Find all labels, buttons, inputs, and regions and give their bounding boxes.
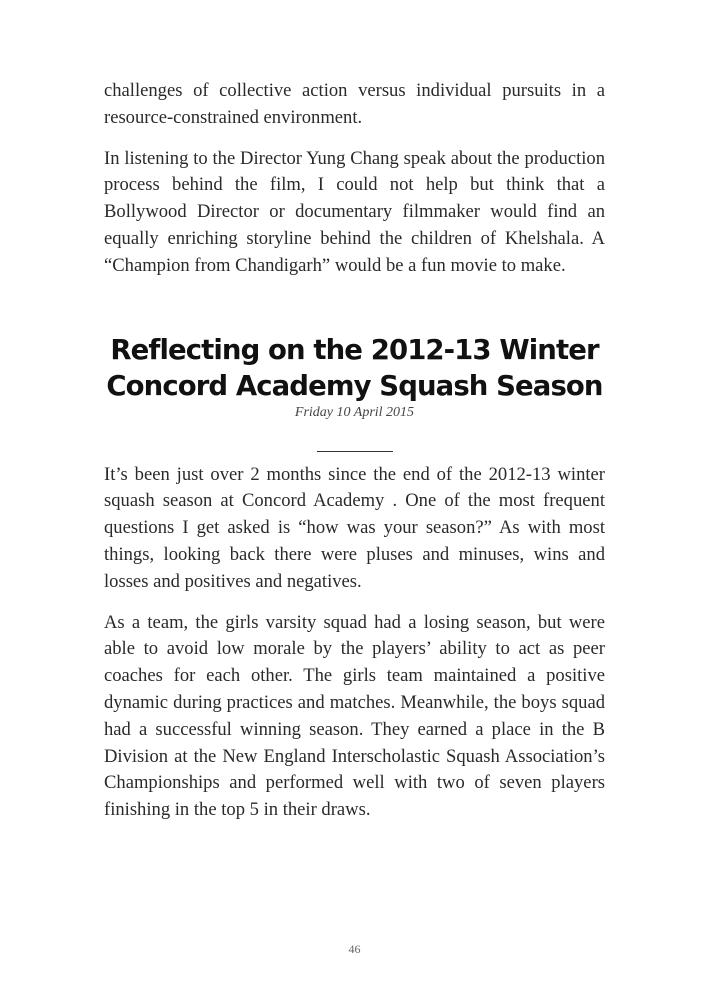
article-body (104, 462, 605, 824)
article-paragraph-1: It’s been just over 2 months since the end of the 2012-13 winter squash season at Concord Academy . One of the most frequent questions I get asked is “how was your season?” As with most things, looking back there were pluses and minuses, wins and losses and positives and negatives. (104, 463, 605, 592)
article-date: Friday 10 April 2015 (294, 404, 415, 420)
intro-paragraph-1: challenges of collective action versus individual pursuits in a resource-constrained environment. (104, 80, 605, 128)
page-number: 46 (348, 942, 361, 956)
intro-section (104, 78, 605, 280)
title-divider (317, 451, 393, 452)
page-content (104, 78, 605, 824)
intro-paragraph-2: In listening to the Director Yung Chang speak about the production process behind the film, I could not help but think that a Bollywood Director or documentary filmmaker would find an equally enriching storyline behind the children of Khelshala. A “Champion from Chandigarh” would be a fun movie to make. (104, 147, 605, 276)
article-paragraph-2: As a team, the girls varsity squad had a losing season, but were able to avoid low morale by the players’ ability to act as peer coaches for each other. The girls team maintained a positive dynamic during practices and matches. Meanwhile, the boys squad had a successful winning season. They earned a place in the B Division at the New England Interscholastic Squash Association’s Championships and performed well with two of seven players finishing in the top 5 in their draws. (104, 611, 605, 821)
article-title: Reflecting on the 2012-13 Winter Concord Academy Squash Season (106, 333, 603, 402)
